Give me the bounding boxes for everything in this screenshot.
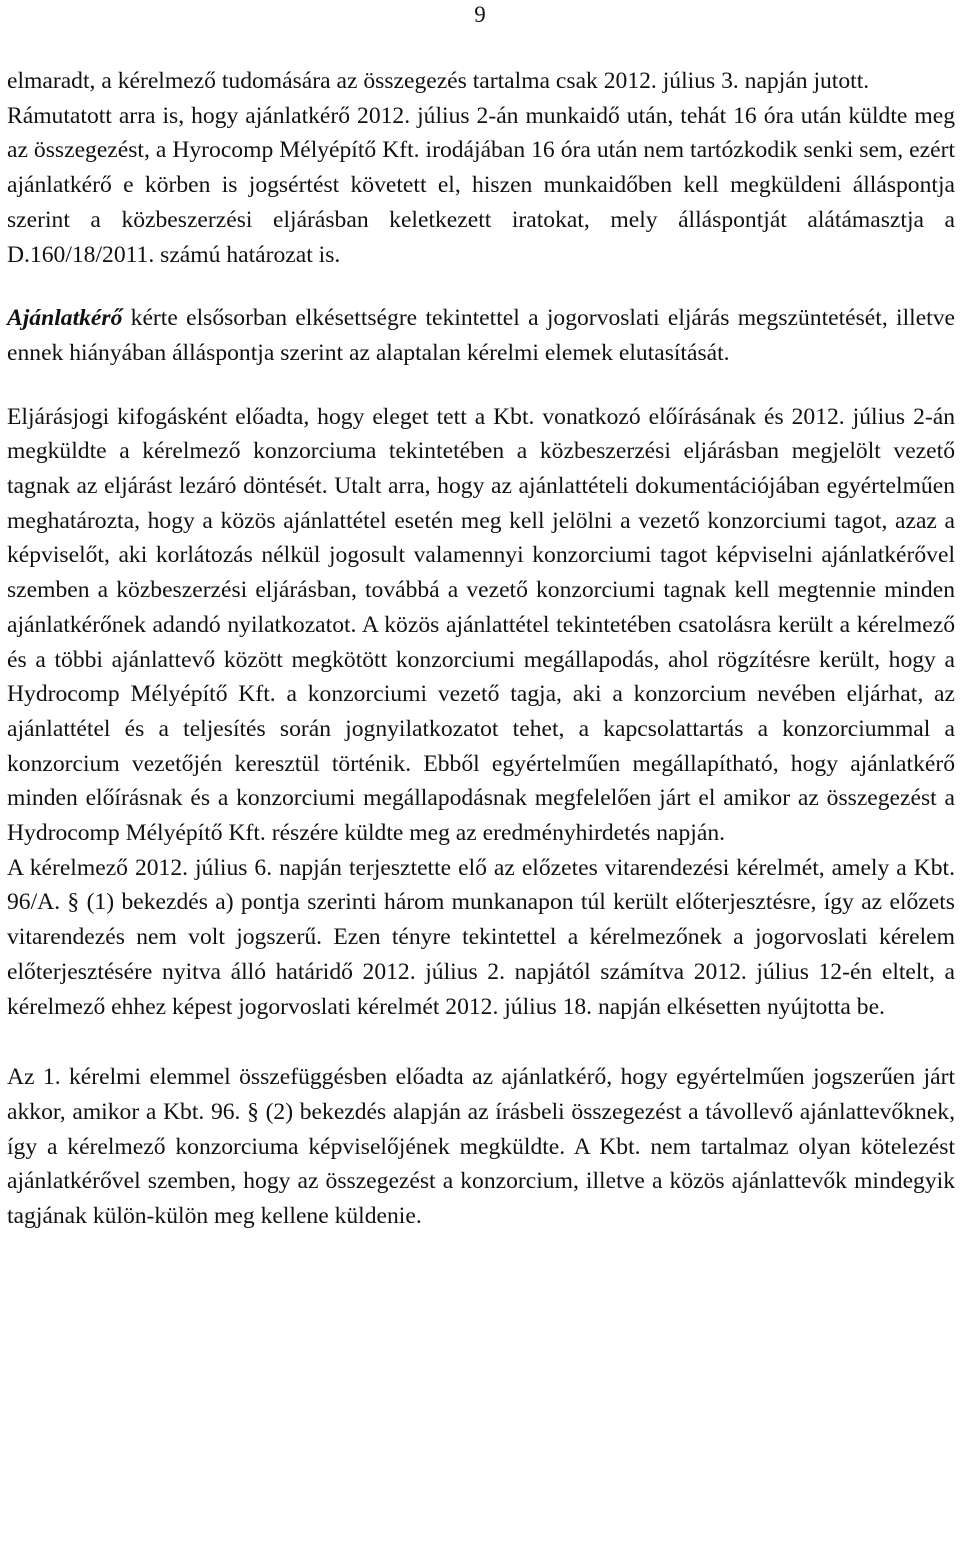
paragraph-first-claim: Az 1. kérelmi elemmel összefüggésben előadta az ajánlatkérő, hogy egyértelműen jogszerűen járt akkor, amikor a Kbt. 96. § (2) bekezdés alapján az írásbeli összegezést a távollevő ajánlattevőknek, így a kérelmező konzorciuma képviselőjének megküldte. A Kbt. nem tartalmaz olyan kötelezést ajánlatkérővel szemben, hogy az összegezést a konzorcium, illetve a közös ajánlattevők mindegyik tagjának külön-külön meg kellene küldenie. [7, 1064, 955, 1230]
document-body [7, 64, 955, 1234]
paragraph-continuation: elmaradt, a kérelmező tudomására az összegezés tartalma csak 2012. július 3. napján jutott. [7, 68, 870, 94]
paragraph-hyrocomp-argument: Rámutatott arra is, hogy ajánlatkérő 2012. július 2-án munkaidő után, tehát 16 óra után küldte meg az összegezést, a Hyrocomp Mélyépítő Kft. irodájában 16 óra után nem tartózkodik senki sem, ezért ajánlatkérő e körben is jogsértést követett el, hiszen munkaidőben kell megküldeni álláspontja szerint a közbeszerzési eljárásban keletkezett iratokat, mely álláspontját alátámasztja a D.160/18/2011. számú határozat is. [7, 102, 955, 268]
emphasis-ajanlatkero: Ajánlatkérő [7, 305, 123, 332]
page-number: 9 [474, 2, 486, 27]
paragraph-dispute-resolution: A kérelmező 2012. július 6. napján terjesztette elő az előzetes vitarendezési kérelmét, amely a Kbt. 96/A. § (1) bekezdés a) pontja szerinti három munkanapon túl került előterjesztésre, így az előzets vitarendezés nem volt jogszerű. Ezen tényre tekintettel a kérelmezőnek a jogorvoslati kérelem előterjesztésére nyitva álló határidő 2012. július 2. napjától számítva 2012. július 12-én eltelt, a kérelmező ehhez képest jogorvoslati kérelmét 2012. július 18. napján elkésetten nyújtotta be. [7, 854, 955, 1020]
paragraph-procedural-objection: Eljárásjogi kifogásként előadta, hogy eleget tett a Kbt. vonatkozó előírásának és 2012. július 2-án megküldte a kérelmező konzorciuma tekintetében a közbeszerzési eljárásban megjelölt vezető tagnak az eljárást lezáró döntését. Utalt arra, hogy az ajánlattételi dokumentációjában egyértelműen meghatározta, hogy a közös ajánlattétel esetén meg kell jelölni a vezető konzorciumi tagot, azaz a képviselőt, aki korlátozás nélkül jogosult valamennyi konzorciumi tagot képviselni ajánlatkérővel szemben a közbeszerzési eljárásban, továbbá a vezető konzorciumi tagnak kell megtennie minden ajánlatkérőnek adandó nyilatkozatot. A közös ajánlattétel tekintetében csatolásra került a kérelmező és a többi ajánlattevő között megkötött konzorciumi megállapodás, ahol rögzítésre került, hogy a Hydrocomp Mélyépítő Kft. a konzorciumi vezető tagja, aki a konzorcium nevében eljárhat, az ajánlattétel és a teljesítés során jognyilatkozatot tehet, a kapcsolattartás a konzorciummal a konzorcium vezetőjén keresztül történik. Ebből egyértelműen megállapítható, hogy ajánlatkérő minden előírásnak és a konzorciumi megállapodásnak megfelelően járt el amikor az összegezést a Hydrocomp Mélyépítő Kft. részére küldte meg az eredményhirdetés napján. [7, 403, 955, 847]
paragraph-request-text: kérte elsősorban elkésettségre tekintettel a jogorvoslati eljárás megszüntetését, illetve ennek hiányában álláspontja szerint az alaptalan kérelmi elemek elutasítását. [7, 305, 955, 366]
paragraph-ajanlatkero-request [7, 301, 955, 370]
